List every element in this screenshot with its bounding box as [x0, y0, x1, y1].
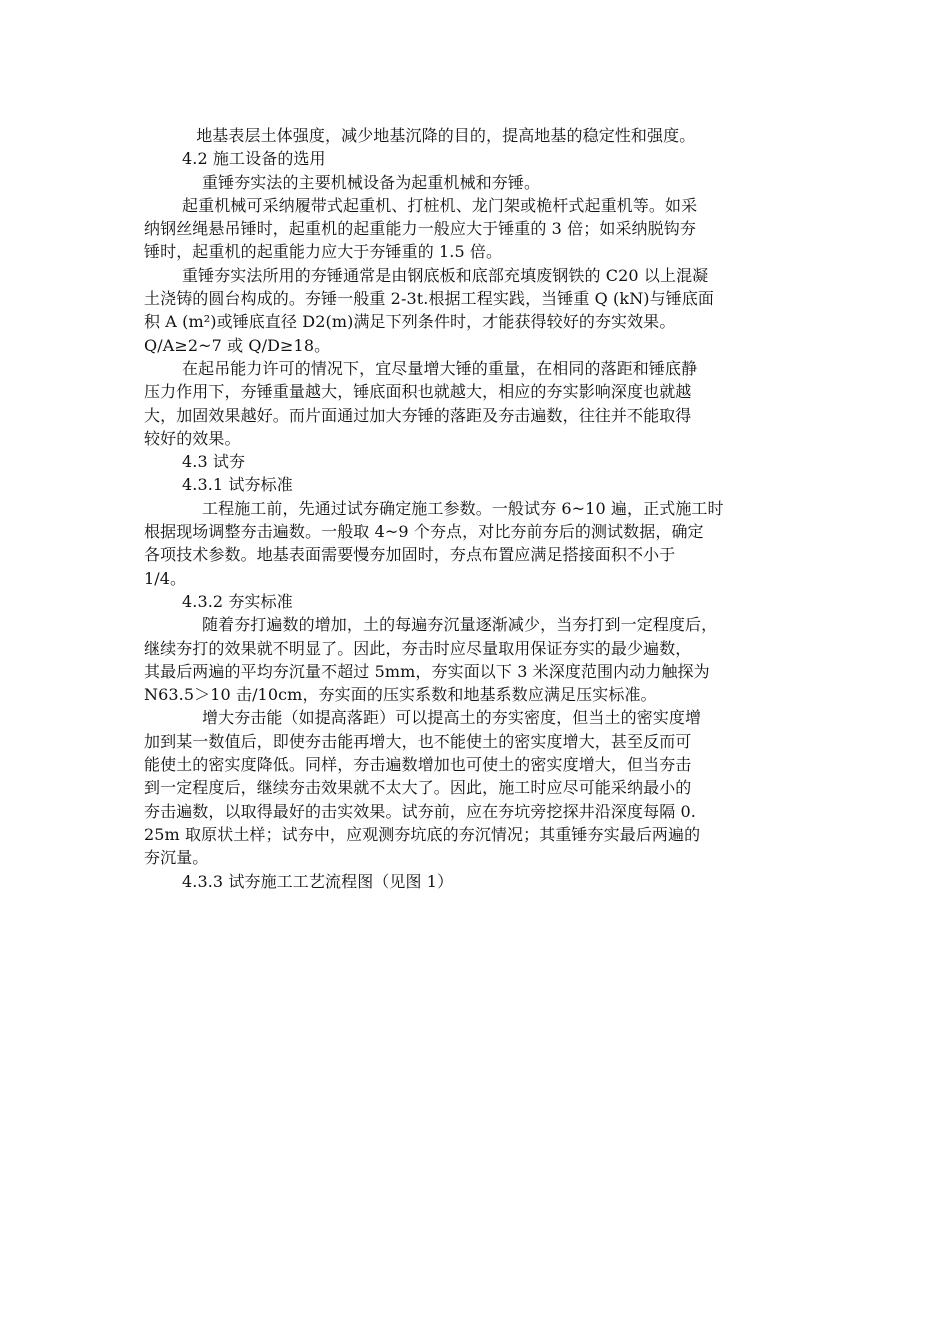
text-line: 4.2 施工设备的选用: [182, 149, 326, 169]
text-line: 继续夯打的效果就不明显了。因此，夯击时应尽量取用保证夯实的最少遍数，: [144, 638, 692, 658]
text-line: 能使土的密实度降低。同样，夯击遍数增加也可使土的密实度增大，但当夯击: [144, 755, 692, 775]
text-line: 地基表层土体强度，减少地基沉降的目的，提高地基的稳定性和强度。: [164, 126, 696, 145]
text-line: 到一定程度后，继续夯击效果就不太大了。因此，施工时应尽可能采纳最小的: [144, 778, 692, 798]
text-line: 随着夯打遍数的增加，土的每遍夯沉量逐渐减少，当夯打到一定程度后，: [202, 615, 718, 635]
text-line: 土浇铸的圆台构成的。夯锤一般重 2-3t.根据工程实践，当锤重 Q (kN)与锤底面: [144, 289, 715, 309]
text-line: 纳钢丝绳悬吊锤时，起重机的起重能力一般应大于锤重的 3 倍；如采纳脱钩夯: [144, 219, 696, 239]
text-line: 1/4。: [144, 568, 187, 588]
text-line: 较好的效果。: [144, 428, 241, 448]
text-line: 工程施工前，先通过试夯确定施工参数。一般试夯 6~10 遍，正式施工时: [202, 498, 724, 518]
text-line: 4.3.3 试夯施工工艺流程图（见图 1）: [182, 871, 454, 891]
text-line: 起重机械可采纳履带式起重机、打桩机、龙门架或桅杆式起重机等。如采: [182, 195, 698, 215]
text-line: 积 A (m²)或锤底直径 D2(m)满足下列条件时，才能获得较好的夯实效果。: [144, 312, 676, 332]
text-line: 增大夯击能（如提高落距）可以提高土的夯实密度，但当土的密实度增: [202, 708, 702, 728]
text-line: 大，加固效果越好。而片面通过加大夯锤的落距及夯击遍数，往往并不能取得: [144, 405, 692, 425]
text-line: 根据现场调整夯击遍数。一般取 4~9 个夯点，对比夯前夯后的测试数据，确定: [144, 522, 704, 542]
text-line: 其最后两遍的平均夯沉量不超过 5mm，夯实面以下 3 米深度范围内动力触探为: [144, 661, 710, 681]
text-line: 在起吊能力许可的情况下，宜尽量增大锤的重量，在相同的落距和锤底静: [182, 358, 698, 378]
document-body: [144, 124, 808, 893]
text-line: 4.3 试夯: [182, 452, 246, 472]
text-line: 加到某一数值后，即使夯击能再增大，也不能使土的密实度增大，甚至反而可: [144, 731, 692, 751]
text-line: 夯击遍数，以取得最好的击实效果。试夯前，应在夯坑旁挖探井沿深度每隔 0.: [144, 801, 696, 821]
text-line: 夯沉量。: [144, 848, 209, 868]
text-line: 重锤夯实法所用的夯锤通常是由钢底板和底部充填废钢铁的 C20 以上混凝: [182, 265, 709, 285]
text-line: 4.3.2 夯实标准: [182, 591, 293, 611]
text-line: 25m 取原状土样；试夯中，应观测夯坑底的夯沉情况；其重锤夯实最后两遍的: [144, 824, 701, 844]
text-line: 压力作用下，夯锤重量越大，锤底面积也就越大，相应的夯实影响深度也就越: [144, 382, 692, 402]
text-line: 各项技术参数。地基表面需要慢夯加固时，夯点布置应满足搭接面积不小于: [144, 545, 676, 565]
text-line: N63.5＞10 击/10cm，夯实面的压实系数和地基系数应满足压实标准。: [144, 685, 657, 705]
text-line: Q/A≥2~7 或 Q/D≥18。: [144, 335, 331, 355]
text-line: 重锤夯实法的主要机械设备为起重机械和夯锤。: [202, 172, 541, 192]
text-line: 4.3.1 试夯标准: [182, 475, 293, 495]
text-line: 锤时，起重机的起重能力应大于夯锤重的 1.5 倍。: [144, 242, 503, 262]
